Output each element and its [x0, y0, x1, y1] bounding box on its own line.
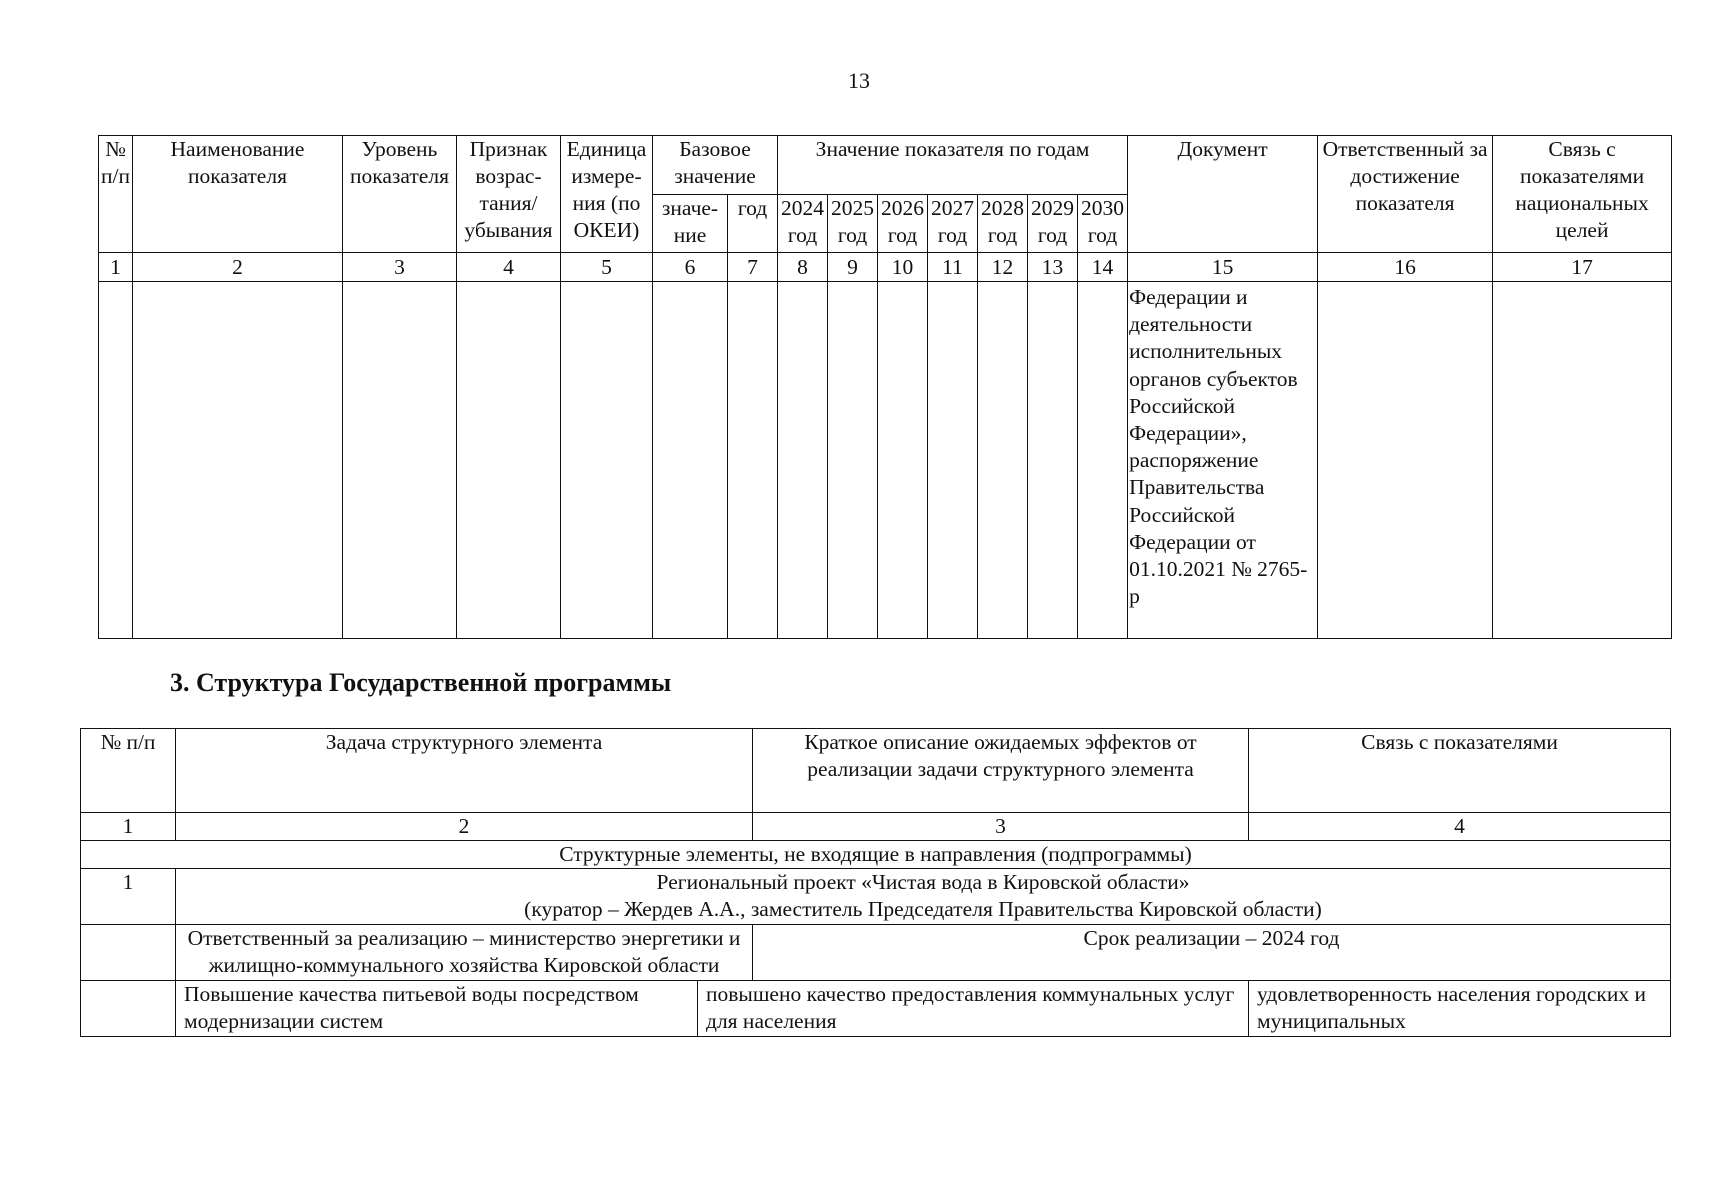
cell-empty — [561, 282, 653, 639]
header-year-2024: 2024 год — [778, 195, 828, 253]
cell-empty — [457, 282, 561, 639]
header-name: Наименование показателя — [133, 136, 343, 253]
column-number: 2 — [176, 813, 753, 841]
header-no: № п/п — [99, 136, 133, 253]
column-number: 8 — [778, 253, 828, 282]
header-base-value: значе-ние — [653, 195, 728, 253]
cell-empty — [1318, 282, 1493, 639]
column-number: 14 — [1078, 253, 1128, 282]
column-number: 7 — [728, 253, 778, 282]
column-number: 3 — [343, 253, 457, 282]
column-number: 4 — [457, 253, 561, 282]
header-year-2025: 2025 год — [828, 195, 878, 253]
header-year-2029: 2029 год — [1028, 195, 1078, 253]
column-number-row — [99, 253, 1672, 282]
column-number: 4 — [1249, 813, 1671, 841]
table-row — [81, 981, 1671, 1037]
header-document: Документ — [1128, 136, 1318, 253]
column-number: 10 — [878, 253, 928, 282]
column-number-row — [81, 813, 1671, 841]
cell-empty — [653, 282, 728, 639]
header-effects: Краткое описание ожидаемых эффектов от реализации задачи структурного элемента — [753, 729, 1249, 813]
indicator-table — [98, 135, 1672, 639]
column-number: 9 — [828, 253, 878, 282]
header-year-2028: 2028 год — [978, 195, 1028, 253]
header-level: Уровень показателя — [343, 136, 457, 253]
cell-empty — [828, 282, 878, 639]
column-number: 13 — [1028, 253, 1078, 282]
header-unit: Единица измере-ния (по ОКЕИ) — [561, 136, 653, 253]
column-number: 17 — [1493, 253, 1672, 282]
column-number: 6 — [653, 253, 728, 282]
cell-empty — [978, 282, 1028, 639]
link-cell: удовлетворенность населения городских и муниципальных — [1249, 981, 1671, 1037]
cell-empty — [81, 981, 176, 1037]
column-number: 1 — [99, 253, 133, 282]
task-cell: Повышение качества питьевой воды посредством модернизации систем — [176, 981, 698, 1037]
group-title: Структурные элементы, не входящие в направления (подпрограммы) — [81, 841, 1671, 869]
cell-empty — [343, 282, 457, 639]
effect-cell: повышено качество предоставления коммунальных услуг для населения — [698, 981, 1249, 1037]
column-number: 16 — [1318, 253, 1493, 282]
project-curator: (куратор – Жердев А.А., заместитель Председателя Правительства Кировской области) — [524, 897, 1322, 921]
project-cell — [176, 869, 1671, 925]
structure-table — [80, 728, 1671, 1037]
cell-empty — [728, 282, 778, 639]
cell-empty — [81, 925, 176, 981]
header-task: Задача структурного элемента — [176, 729, 753, 813]
cell-empty — [928, 282, 978, 639]
column-number: 5 — [561, 253, 653, 282]
header-link: Связь с показателями — [1249, 729, 1671, 813]
header-link: Связь с показателями национальных целей — [1493, 136, 1672, 253]
column-number: 15 — [1128, 253, 1318, 282]
term-cell: Срок реализации – 2024 год — [753, 925, 1671, 981]
table-row — [99, 282, 1672, 639]
cell-empty — [1028, 282, 1078, 639]
header-year-2027: 2027 год — [928, 195, 978, 253]
header-trend: Признак возрас-тания/ убывания — [457, 136, 561, 253]
column-number: 12 — [978, 253, 1028, 282]
cell-empty — [1493, 282, 1672, 639]
header-year-2030: 2030 год — [1078, 195, 1128, 253]
cell-empty — [133, 282, 343, 639]
column-number: 11 — [928, 253, 978, 282]
cell-empty — [778, 282, 828, 639]
project-number: 1 — [81, 869, 176, 925]
project-title: Региональный проект «Чистая вода в Кировской области» — [656, 870, 1190, 894]
responsible-cell: Ответственный за реализацию – министерство энергетики и жилищно-коммунального хозяйства Кировской области — [176, 925, 753, 981]
header-responsible: Ответственный за достижение показателя — [1318, 136, 1493, 253]
header-year-2026: 2026 год — [878, 195, 928, 253]
header-by-years: Значение показателя по годам — [778, 136, 1128, 195]
document-cell: Федерации и деятельности исполнительных органов субъектов Российской Федерации», распоряжение Правительства Российской Федерации от 01.10.2021 № 2765-р — [1128, 282, 1318, 639]
header-base: Базовое значение — [653, 136, 778, 195]
header-base-year: год — [728, 195, 778, 253]
page-number: 13 — [848, 68, 870, 93]
cell-empty — [878, 282, 928, 639]
section-title: 3. Структура Государственной программы — [170, 668, 672, 697]
header-no: № п/п — [81, 729, 176, 813]
column-number: 2 — [133, 253, 343, 282]
cell-empty — [99, 282, 133, 639]
column-number: 1 — [81, 813, 176, 841]
cell-empty — [1078, 282, 1128, 639]
column-number: 3 — [753, 813, 1249, 841]
